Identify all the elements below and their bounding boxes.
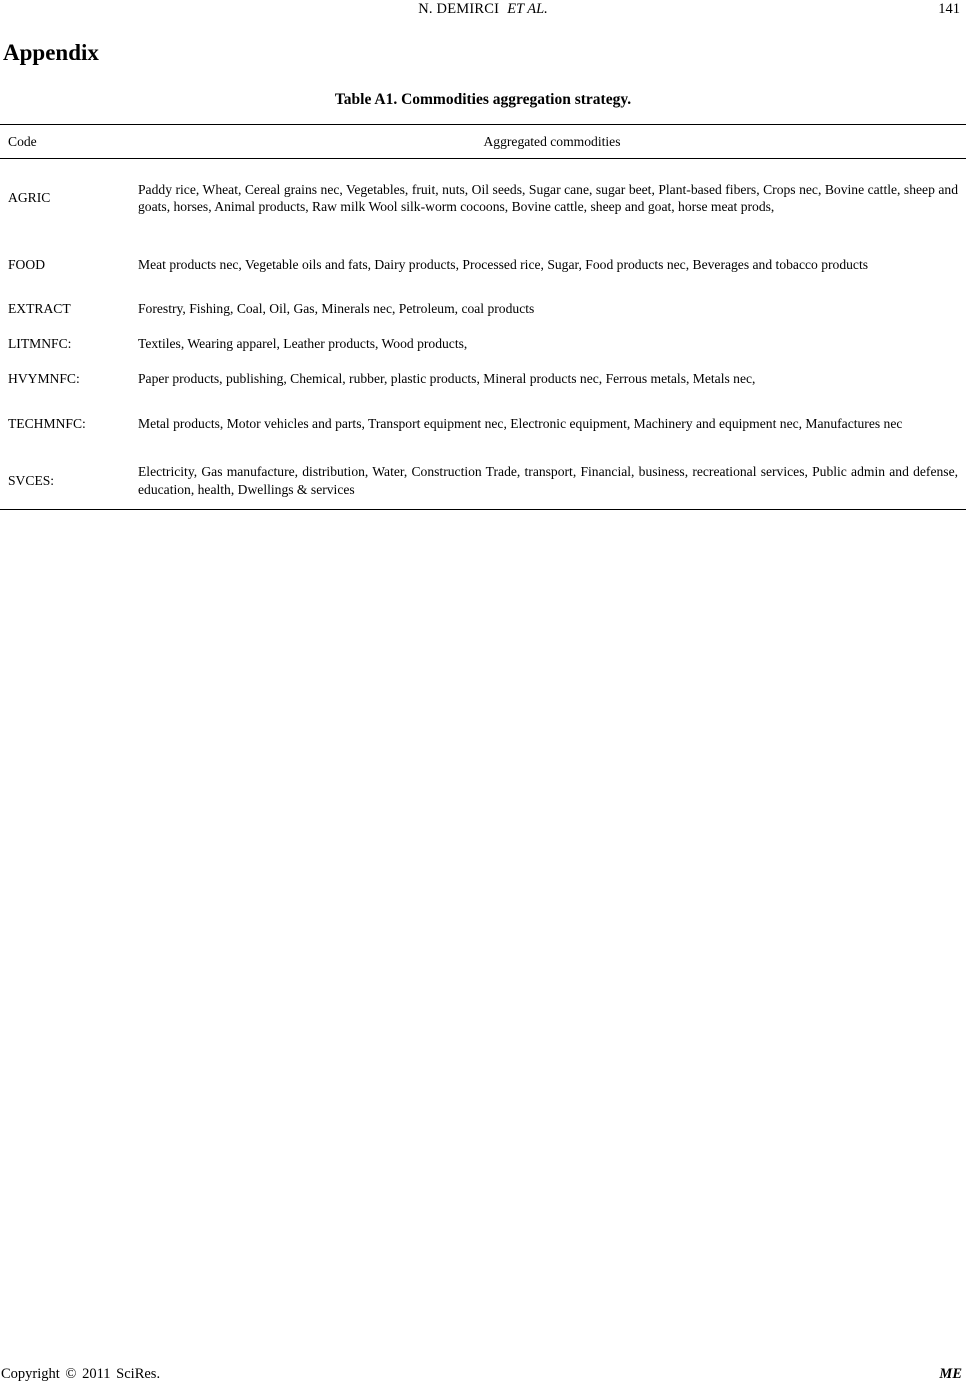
table-row bbox=[0, 362, 966, 395]
commodities-cell: Forestry, Fishing, Coal, Oil, Gas, Minerals nec, Petroleum, coal products bbox=[138, 301, 535, 317]
code-cell: EXTRACT bbox=[8, 301, 71, 317]
table-row bbox=[0, 395, 966, 452]
section-heading: Appendix bbox=[3, 40, 99, 65]
commodities-cell: Metal products, Motor vehicles and parts, Transport equipment nec, Electronic equipment, Machinery and equipment nec, Manufactures nec bbox=[138, 415, 903, 431]
commodities-cell: Meat products nec, Vegetable oils and fats, Dairy products, Processed rice, Sugar, Food products nec, Beverages and tobacco products bbox=[138, 257, 869, 273]
et-al: ET AL. bbox=[507, 1, 548, 17]
page-number: 141 bbox=[938, 1, 960, 17]
commodities-table bbox=[0, 124, 966, 510]
table-row bbox=[0, 237, 966, 293]
running-authors bbox=[0, 1, 966, 18]
commodities-cell: Textiles, Wearing apparel, Leather products, Wood products, bbox=[138, 335, 468, 351]
code-cell: AGRIC bbox=[8, 190, 51, 206]
code-cell: LITMNFC: bbox=[8, 335, 72, 351]
table-row bbox=[0, 325, 966, 362]
table-row bbox=[0, 452, 966, 510]
page-footer bbox=[0, 1364, 966, 1384]
code-cell: HVYMNFC: bbox=[8, 370, 80, 386]
commodities-cell: Electricity, Gas manufacture, distribution, Water, Construction Trade, transport, Financial, business, recreational services, Public admin and defense, education, health, Dwellings & services bbox=[138, 464, 958, 497]
commodities-cell: Paddy rice, Wheat, Cereal grains nec, Vegetables, fruit, nuts, Oil seeds, Sugar cane, sugar beet, Plant-based fibers, Crops nec, Bovine cattle, sheep and goats, horses, Animal products, Raw milk Wool silk-worm cocoons, Bovine cattle, sheep and goat, horse meat prods, bbox=[138, 181, 958, 214]
column-header-code: Code bbox=[8, 133, 37, 149]
column-header-aggregated-commodities: Aggregated commodities bbox=[483, 133, 621, 149]
commodities-cell: Paper products, publishing, Chemical, rubber, plastic products, Mineral products nec, Ferrous metals, Metals nec, bbox=[138, 370, 756, 386]
authors-name: N. DEMIRCI bbox=[418, 1, 500, 17]
journal-abbreviation: ME bbox=[939, 1366, 962, 1382]
table-row bbox=[0, 159, 966, 238]
table-header-row bbox=[0, 125, 966, 159]
code-cell: SVCES: bbox=[8, 472, 55, 488]
code-cell: FOOD bbox=[8, 257, 46, 273]
code-cell: TECHMNFC: bbox=[8, 415, 86, 431]
table-row bbox=[0, 293, 966, 325]
copyright-notice: Copyright © 2011 SciRes. bbox=[1, 1366, 161, 1382]
running-header bbox=[0, 0, 966, 20]
table-caption: Table A1. Commodities aggregation strategy. bbox=[334, 91, 632, 108]
